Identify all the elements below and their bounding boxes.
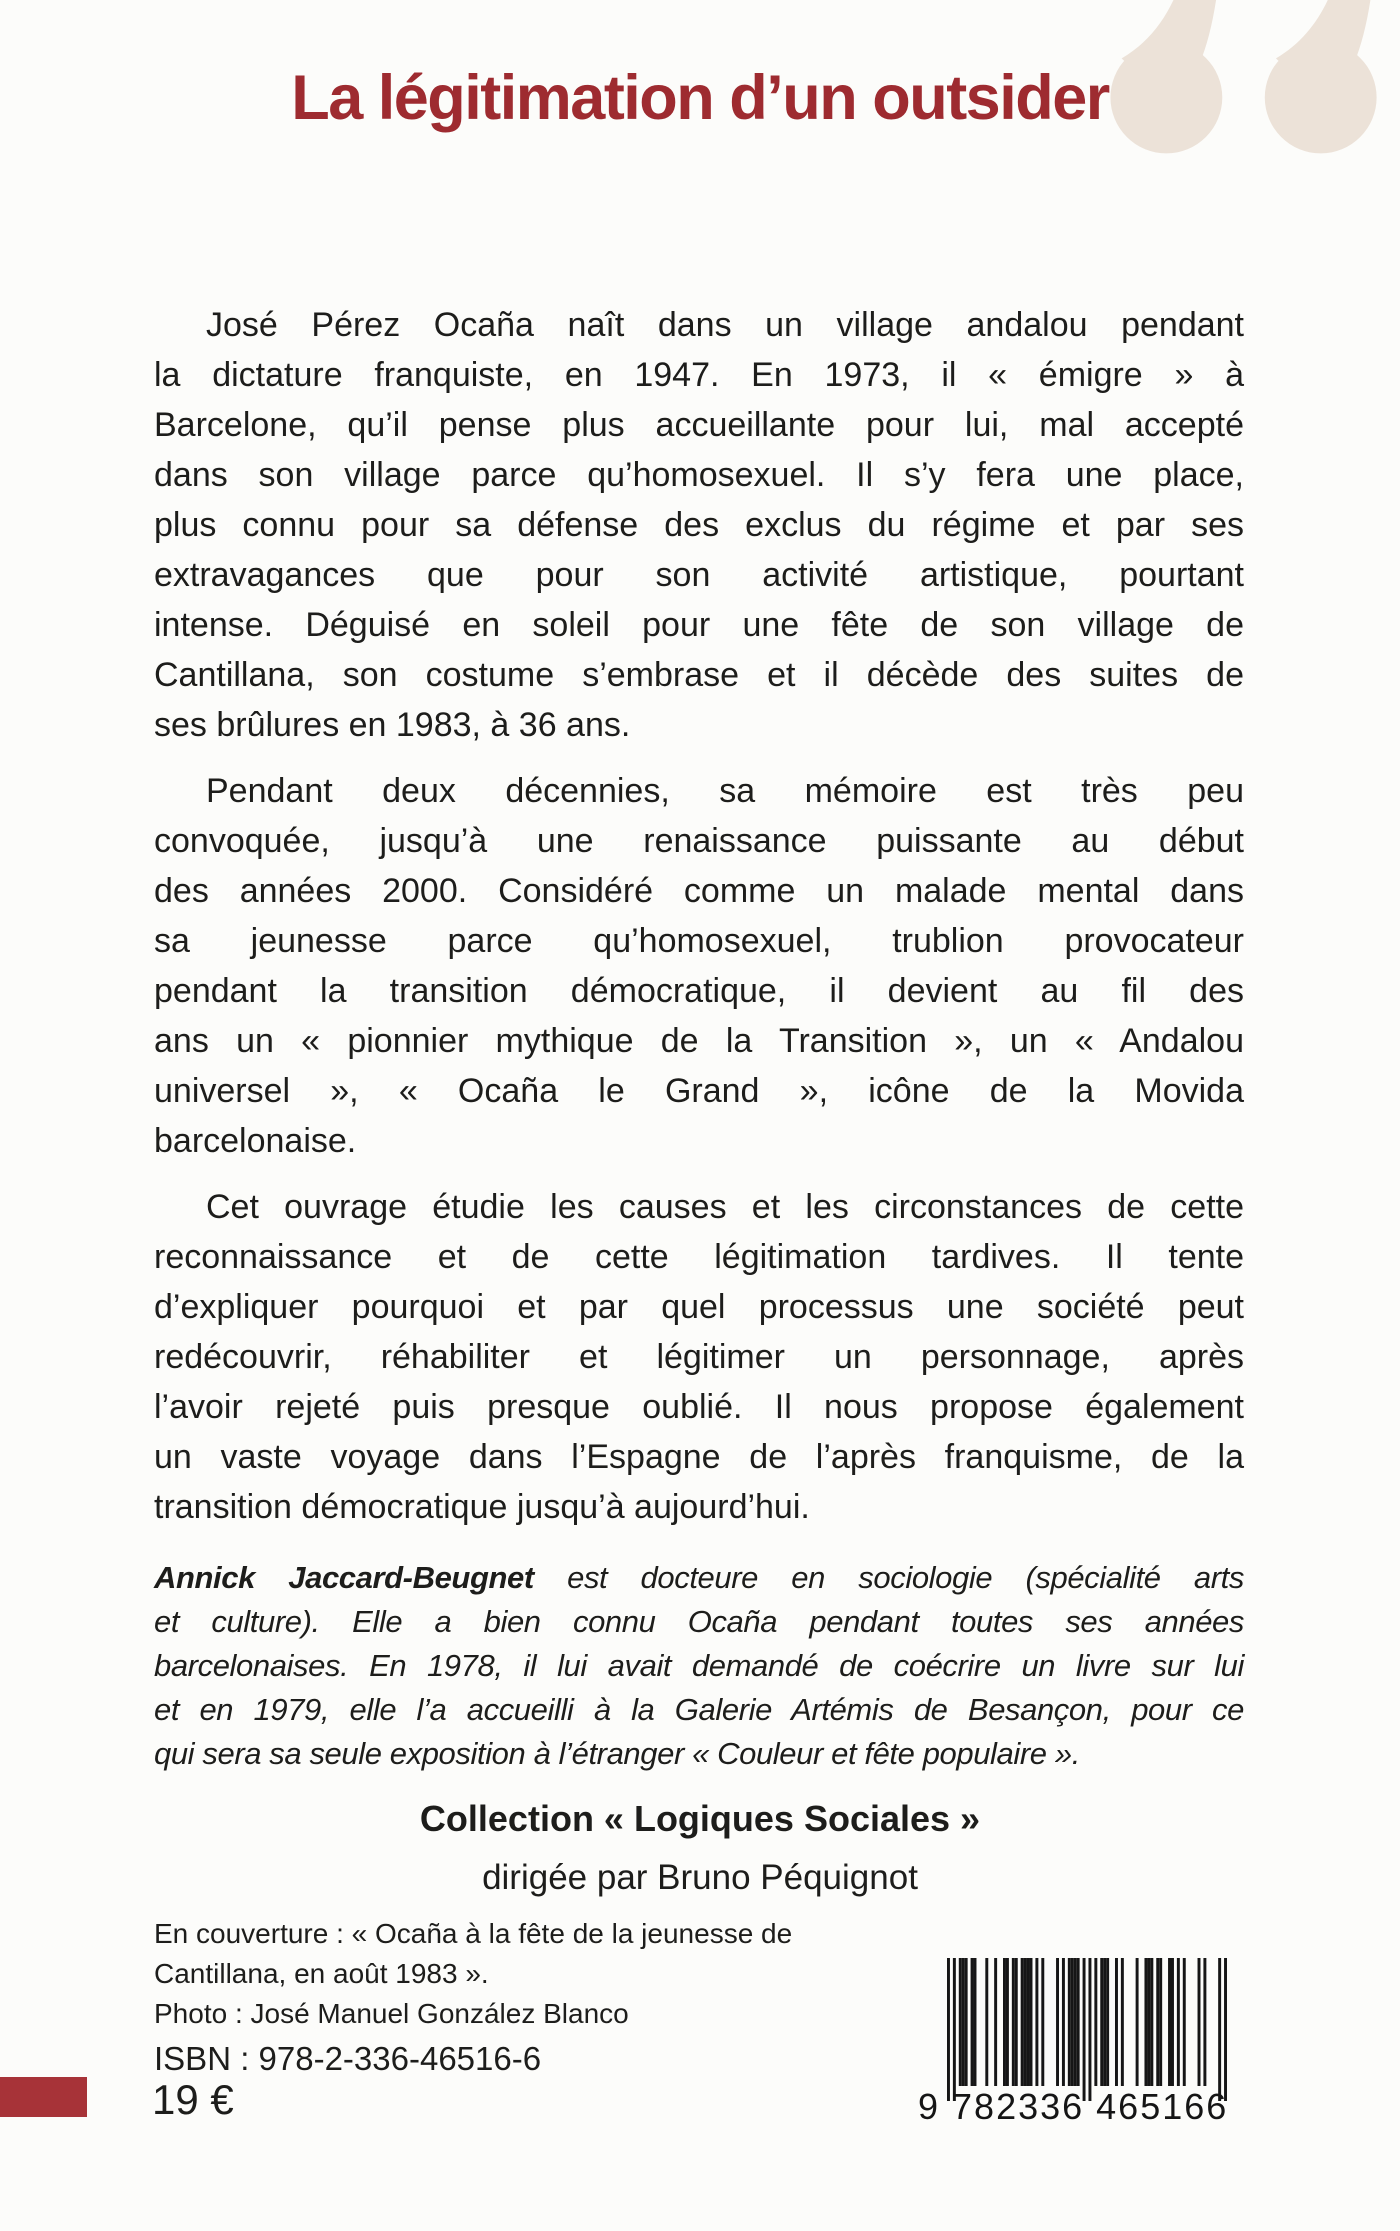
text-line: ses brûlures en 1983, à 36 ans. [154,706,631,744]
text-line: Photo : José Manuel González Blanco [154,1998,629,2029]
paragraph [154,766,1244,1166]
barcode-digits: 9 782336 465166 [918,2086,1229,2127]
text-line: des années 2000. Considéré comme un malade mental dans [154,872,1244,910]
collection-name: Collection « Logiques Sociales » [419,1798,981,1839]
text-line: Cantillana, son costume s’embrase et il décède des suites de [154,656,1244,694]
paragraph [154,1182,1244,1532]
text-line: reconnaissance et de cette légitimation tardives. Il tente [154,1238,1244,1276]
text-line: universel », « Ocaña le Grand », icône de la Movida [154,1072,1244,1110]
author-bio [154,1556,1244,1776]
text-line: transition démocratique jusqu’à aujourd’hui. [154,1488,810,1526]
text-line: barcelonaises. En 1978, il lui avait demandé de coécrire un livre sur lui [154,1648,1244,1683]
paragraph [154,300,1244,750]
book-title: La légitimation d’un outsider [291,63,1109,133]
body-text [154,300,1244,1548]
text-line: José Pérez Ocaña naît dans un village andalou pendant [206,306,1244,344]
text-line: Cet ouvrage étudie les causes et les circonstances de cette [206,1188,1244,1226]
text-line: Cantillana, en août 1983 ». [154,1958,489,1989]
text-line: et en 1979, elle l’a accueilli à la Galerie Artémis de Besançon, pour ce [154,1692,1244,1727]
author-name: Annick Jaccard-Beugnet [154,1560,534,1595]
text-line: redécouvrir, réhabiliter et légitimer un personnage, après [154,1338,1244,1376]
text-line: Pendant deux décennies, sa mémoire est très peu [206,772,1244,810]
spine-color-block [0,2077,87,2117]
text-line: sa jeunesse parce qu’homosexuel, trublion provocateur [154,922,1244,960]
text-line: plus connu pour sa défense des exclus du régime et par ses [154,506,1244,544]
text-line: qui sera sa seule exposition à l’étranger « Couleur et fête populaire ». [154,1736,1080,1771]
text-line: barcelonaise. [154,1122,357,1160]
text-line: un vaste voyage dans l’Espagne de l’après franquisme, de la [154,1438,1244,1476]
ean13-barcode [947,1958,1227,2101]
text-line: Barcelone, qu’il pense plus accueillante pour lui, mal accepté [154,406,1244,444]
text-line: d’expliquer pourquoi et par quel processus une société peut [154,1288,1244,1326]
isbn-text: ISBN : 978-2-336-46516-6 [154,2040,542,2077]
text-line: convoquée, jusqu’à une renaissance puissante au début [154,822,1244,860]
text-line: pendant la transition démocratique, il devient au fil des [154,972,1244,1010]
text-line: la dictature franquiste, en 1947. En 1973, il « émigre » à [154,356,1244,394]
price-text: 19 € [152,2076,234,2123]
text-line: l’avoir rejeté puis presque oublié. Il nous propose également [154,1388,1244,1426]
collection-director: dirigée par Bruno Péquignot [482,1858,918,1897]
text-line: dans son village parce qu’homosexuel. Il s’y fera une place, [154,456,1244,494]
text-line: extravagances que pour son activité artistique, pourtant [154,556,1244,594]
text-line: intense. Déguisé en soleil pour une fête de son village de [154,606,1244,644]
text-line: Annick Jaccard-Beugnet est docteure en sociologie (spécialité arts [154,1560,1245,1595]
text-line: ans un « pionnier mythique de la Transition », un « Andalou [154,1022,1244,1060]
text-line: et culture). Elle a bien connu Ocaña pendant toutes ses années [154,1604,1244,1639]
text-line: En couverture : « Ocaña à la fête de la jeunesse de [154,1918,793,1949]
